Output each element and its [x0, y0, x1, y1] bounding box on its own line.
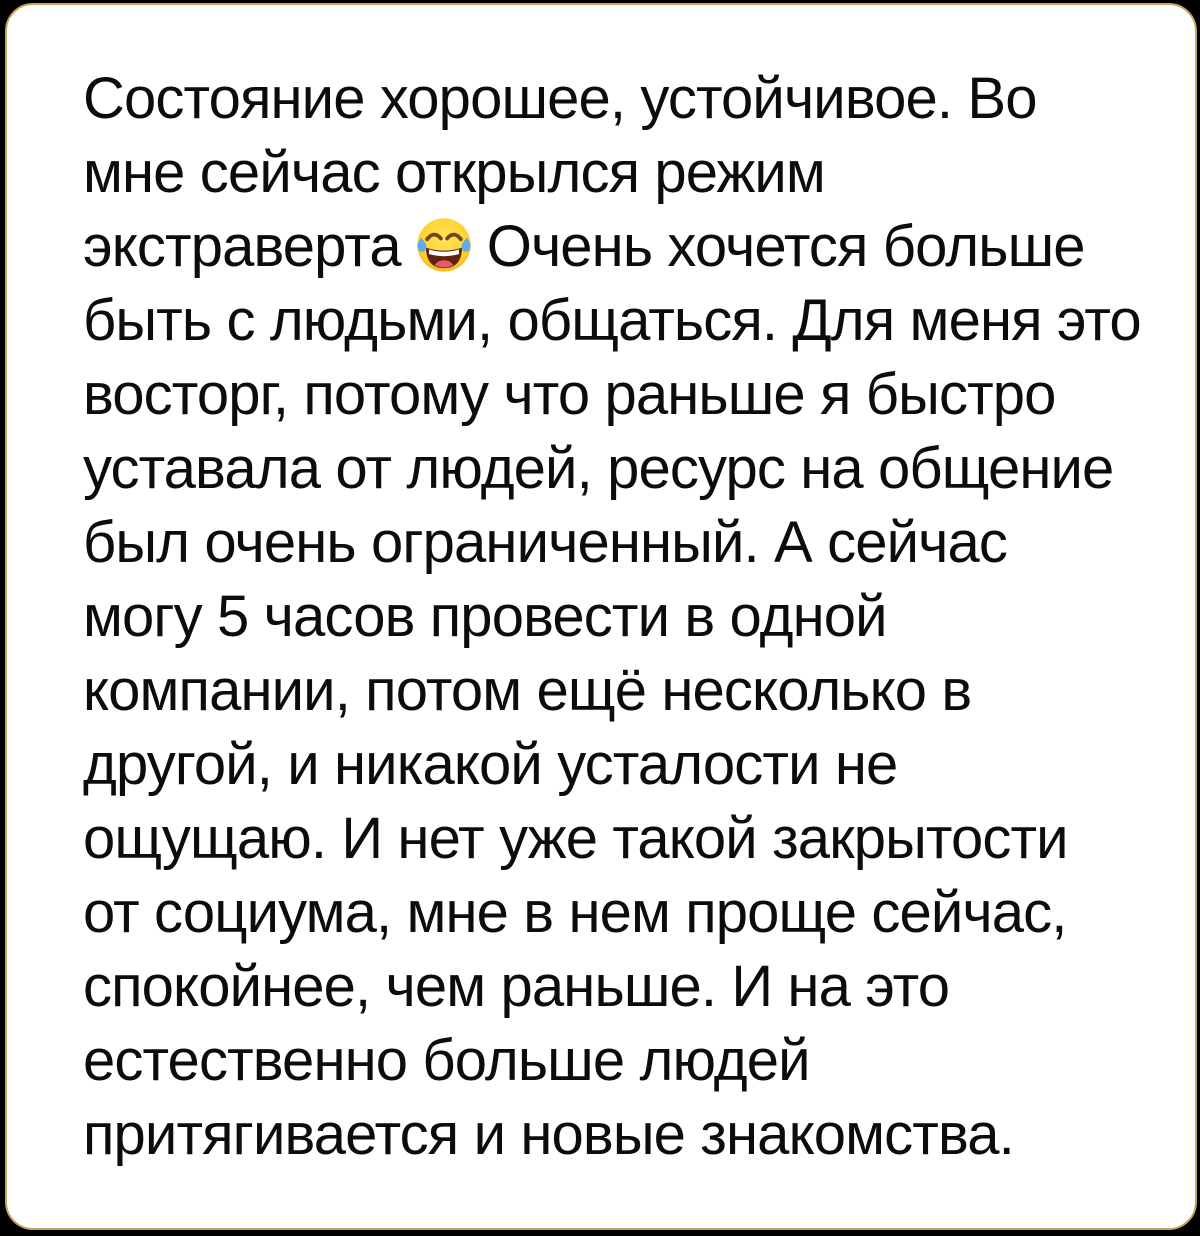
face-with-tears-of-joy-emoji-icon: [413, 214, 475, 276]
message-line: восторг, потому что раньше я быстро: [83, 362, 1056, 427]
message-line: компании, потом ещё несколько в: [83, 658, 972, 723]
message-line: [83, 210, 1131, 284]
message-line: могу 5 часов провести в одной: [83, 584, 887, 649]
message-line: быть с людьми, общаться. Для меня это: [83, 288, 1141, 353]
message-line: от социума, мне в нем проще сейчас,: [83, 880, 1067, 945]
message-line: притягивается и новые знакомства.: [83, 1102, 1014, 1167]
message-line: мне сейчас открылся режим: [83, 140, 825, 205]
message-line: был очень ограниченный. А сейчас: [83, 510, 1007, 575]
message-line: уставала от людей, ресурс на общение: [83, 436, 1114, 501]
message-line: ощущаю. И нет уже такой закрытости: [83, 806, 1068, 871]
message-line: Состояние хорошее, устойчивое. Во: [83, 66, 1037, 131]
message-line: спокойнее, чем раньше. И на это: [83, 954, 950, 1019]
message-line: другой, и никакой усталости не: [83, 732, 898, 797]
testimonial-card: [5, 3, 1197, 1230]
message-line-text: экстраверта: [83, 214, 401, 279]
message-line-text: Очень хочется больше: [486, 214, 1085, 279]
message-line: естественно больше людей: [83, 1028, 810, 1093]
message-text: [83, 62, 1141, 1172]
